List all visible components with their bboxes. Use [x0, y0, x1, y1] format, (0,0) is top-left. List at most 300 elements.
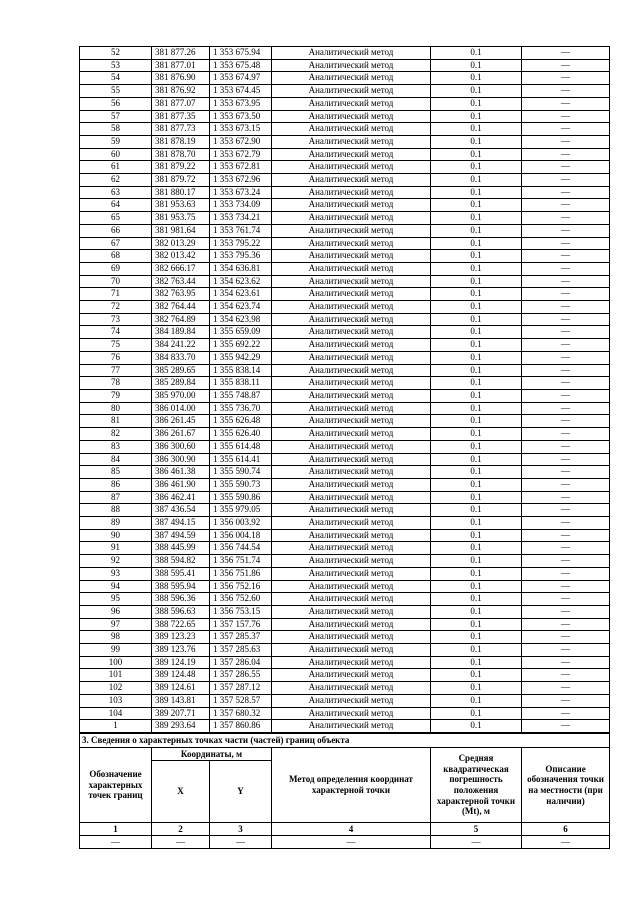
coord-x: 384 241.22: [152, 339, 210, 352]
coord-y: 1 355 659.09: [210, 326, 272, 339]
header-error: Средняя квадратическая погрешность положения характерной точки (Mt), м: [431, 747, 522, 822]
table-row: [80, 224, 610, 237]
point-number: 1: [80, 720, 152, 733]
coord-y: 1 353 672.90: [210, 135, 272, 148]
coord-x: 388 596.36: [152, 593, 210, 606]
coord-x: 386 261.45: [152, 415, 210, 428]
coord-x: 388 595.94: [152, 580, 210, 593]
error-value: 0.1: [431, 440, 522, 453]
point-number: 91: [80, 542, 152, 555]
coord-x: 388 595.41: [152, 567, 210, 580]
coord-y: 1 355 614.48: [210, 440, 272, 453]
table-row: [80, 453, 610, 466]
coord-y: 1 353 675.94: [210, 47, 272, 60]
table-row: [80, 618, 610, 631]
point-number: 96: [80, 605, 152, 618]
method: Аналитический метод: [272, 237, 431, 250]
coord-y: 1 356 744.54: [210, 542, 272, 555]
point-number: 101: [80, 669, 152, 682]
method: Аналитический метод: [272, 148, 431, 161]
coord-y: 1 356 751.74: [210, 555, 272, 568]
method: Аналитический метод: [272, 250, 431, 263]
error-value: 0.1: [431, 339, 522, 352]
error-value: 0.1: [431, 605, 522, 618]
coord-x: 386 461.90: [152, 478, 210, 491]
description: —: [522, 720, 610, 733]
method: Аналитический метод: [272, 72, 431, 85]
section-3-title: 3. Сведения о характерных точках части (частей) границ объекта: [80, 733, 610, 747]
coord-x: 385 289.65: [152, 364, 210, 377]
description: —: [522, 389, 610, 402]
error-value: 0.1: [431, 326, 522, 339]
coord-y: 1 353 734.09: [210, 199, 272, 212]
coord-y: 1 356 752.60: [210, 593, 272, 606]
method: Аналитический метод: [272, 529, 431, 542]
error-value: 0.1: [431, 402, 522, 415]
coord-y: 1 356 003.92: [210, 517, 272, 530]
coord-y: 1 353 675.48: [210, 59, 272, 72]
coord-x: 388 594.82: [152, 555, 210, 568]
coord-x: 381 879.22: [152, 161, 210, 174]
table-row: [80, 377, 610, 390]
method: Аналитический метод: [272, 555, 431, 568]
error-value: 0.1: [431, 275, 522, 288]
error-value: 0.1: [431, 250, 522, 263]
error-value: 0.1: [431, 644, 522, 657]
description: —: [522, 72, 610, 85]
coord-x: 389 124.61: [152, 682, 210, 695]
point-number: 72: [80, 301, 152, 314]
point-number: 92: [80, 555, 152, 568]
error-value: 0.1: [431, 504, 522, 517]
coord-x: 386 300.60: [152, 440, 210, 453]
coord-y: 1 357 286.55: [210, 669, 272, 682]
method: Аналитический метод: [272, 542, 431, 555]
coord-x: 389 143.81: [152, 694, 210, 707]
error-value: 0.1: [431, 237, 522, 250]
point-number: 100: [80, 656, 152, 669]
error-value: 0.1: [431, 593, 522, 606]
method: Аналитический метод: [272, 186, 431, 199]
description: —: [522, 631, 610, 644]
coord-x: 384 833.70: [152, 351, 210, 364]
coord-y: 1 354 623.98: [210, 313, 272, 326]
method: Аналитический метод: [272, 97, 431, 110]
error-value: 0.1: [431, 618, 522, 631]
coord-y: 1 353 795.22: [210, 237, 272, 250]
description: —: [522, 288, 610, 301]
coord-y: 1 355 626.48: [210, 415, 272, 428]
coord-x: 385 970.00: [152, 389, 210, 402]
method: Аналитический метод: [272, 618, 431, 631]
table-row: [80, 212, 610, 225]
coord-x: 381 953.63: [152, 199, 210, 212]
error-value: 0.1: [431, 72, 522, 85]
table-row: [80, 326, 610, 339]
description: —: [522, 466, 610, 479]
error-value: 0.1: [431, 669, 522, 682]
coord-x: 387 436.54: [152, 504, 210, 517]
table-row: [80, 682, 610, 695]
point-number: 103: [80, 694, 152, 707]
description: —: [522, 237, 610, 250]
coord-y: 1 353 761.74: [210, 224, 272, 237]
error-value: 0.1: [431, 148, 522, 161]
method: Аналитический метод: [272, 517, 431, 530]
method: Аналитический метод: [272, 326, 431, 339]
table-row: [80, 301, 610, 314]
description: —: [522, 148, 610, 161]
error-value: 0.1: [431, 478, 522, 491]
table-row: [80, 275, 610, 288]
table-row: [80, 428, 610, 441]
coord-y: 1 357 287.12: [210, 682, 272, 695]
table-row: [80, 529, 610, 542]
coord-x: 382 013.42: [152, 250, 210, 263]
table-row: [80, 97, 610, 110]
point-number: 95: [80, 593, 152, 606]
empty-cell: —: [272, 835, 431, 848]
table-row: [80, 555, 610, 568]
coord-y: 1 355 590.74: [210, 466, 272, 479]
document-page: [79, 46, 609, 849]
point-number: 70: [80, 275, 152, 288]
table-row: [80, 161, 610, 174]
error-value: 0.1: [431, 580, 522, 593]
coord-y: 1 354 623.62: [210, 275, 272, 288]
point-number: 65: [80, 212, 152, 225]
empty-cell: —: [80, 835, 152, 848]
coord-y: 1 357 285.37: [210, 631, 272, 644]
table-row: [80, 250, 610, 263]
description: —: [522, 301, 610, 314]
error-value: 0.1: [431, 428, 522, 441]
coord-x: 386 461.38: [152, 466, 210, 479]
coord-y: 1 353 674.97: [210, 72, 272, 85]
coord-x: 386 261.67: [152, 428, 210, 441]
method: Аналитический метод: [272, 212, 431, 225]
error-value: 0.1: [431, 224, 522, 237]
coord-y: 1 355 736.70: [210, 402, 272, 415]
description: —: [522, 618, 610, 631]
point-number: 61: [80, 161, 152, 174]
description: —: [522, 517, 610, 530]
table-row: [80, 288, 610, 301]
error-value: 0.1: [431, 529, 522, 542]
point-number: 102: [80, 682, 152, 695]
empty-cell: —: [152, 835, 210, 848]
point-number: 76: [80, 351, 152, 364]
error-value: 0.1: [431, 720, 522, 733]
table-row: [80, 542, 610, 555]
empty-cell: —: [522, 835, 610, 848]
method: Аналитический метод: [272, 707, 431, 720]
point-number: 85: [80, 466, 152, 479]
header-designation: Обозначение характерных точек границ: [80, 747, 152, 822]
coord-x: 386 462.41: [152, 491, 210, 504]
table-row: [80, 517, 610, 530]
coord-y: 1 353 672.96: [210, 174, 272, 187]
point-number: 58: [80, 123, 152, 136]
method: Аналитический метод: [272, 415, 431, 428]
method: Аналитический метод: [272, 605, 431, 618]
description: —: [522, 135, 610, 148]
description: —: [522, 351, 610, 364]
method: Аналитический метод: [272, 59, 431, 72]
coord-x: 381 877.73: [152, 123, 210, 136]
error-value: 0.1: [431, 555, 522, 568]
description: —: [522, 339, 610, 352]
table-row: [80, 478, 610, 491]
error-value: 0.1: [431, 567, 522, 580]
method: Аналитический метод: [272, 682, 431, 695]
method: Аналитический метод: [272, 110, 431, 123]
error-value: 0.1: [431, 656, 522, 669]
description: —: [522, 85, 610, 98]
error-value: 0.1: [431, 707, 522, 720]
column-number-4: 4: [272, 822, 431, 835]
table-row: [80, 135, 610, 148]
table-row: [80, 631, 610, 644]
coord-y: 1 355 590.73: [210, 478, 272, 491]
method: Аналитический метод: [272, 301, 431, 314]
description: —: [522, 428, 610, 441]
method: Аналитический метод: [272, 275, 431, 288]
method: Аналитический метод: [272, 491, 431, 504]
table-row: [80, 59, 610, 72]
point-number: 66: [80, 224, 152, 237]
method: Аналитический метод: [272, 47, 431, 60]
point-number: 94: [80, 580, 152, 593]
method: Аналитический метод: [272, 593, 431, 606]
coord-y: 1 355 614.41: [210, 453, 272, 466]
empty-cell: —: [210, 835, 272, 848]
point-number: 77: [80, 364, 152, 377]
table-row: [80, 440, 610, 453]
error-value: 0.1: [431, 212, 522, 225]
description: —: [522, 529, 610, 542]
table-row: [80, 491, 610, 504]
coord-x: 382 013.29: [152, 237, 210, 250]
description: —: [522, 364, 610, 377]
method: Аналитический метод: [272, 224, 431, 237]
coord-x: 389 124.48: [152, 669, 210, 682]
description: —: [522, 262, 610, 275]
description: —: [522, 682, 610, 695]
point-number: 63: [80, 186, 152, 199]
table-row: [80, 262, 610, 275]
point-number: 79: [80, 389, 152, 402]
error-value: 0.1: [431, 301, 522, 314]
point-number: 80: [80, 402, 152, 415]
table-row: [80, 580, 610, 593]
points-table-body: [80, 47, 610, 733]
description: —: [522, 644, 610, 657]
error-value: 0.1: [431, 694, 522, 707]
point-number: 73: [80, 313, 152, 326]
description: —: [522, 212, 610, 225]
points-table: [79, 46, 610, 733]
point-number: 93: [80, 567, 152, 580]
error-value: 0.1: [431, 377, 522, 390]
method: Аналитический метод: [272, 631, 431, 644]
error-value: 0.1: [431, 174, 522, 187]
table-row: [80, 644, 610, 657]
coord-x: 381 879.72: [152, 174, 210, 187]
coord-y: 1 356 751.86: [210, 567, 272, 580]
coord-y: 1 357 286.04: [210, 656, 272, 669]
column-number-6: 6: [522, 822, 610, 835]
description: —: [522, 47, 610, 60]
description: —: [522, 110, 610, 123]
coord-y: 1 355 838.14: [210, 364, 272, 377]
method: Аналитический метод: [272, 161, 431, 174]
table-row: [80, 85, 610, 98]
error-value: 0.1: [431, 631, 522, 644]
method: Аналитический метод: [272, 428, 431, 441]
description: —: [522, 707, 610, 720]
table-row: [80, 199, 610, 212]
coord-x: 382 763.44: [152, 275, 210, 288]
table-row: [80, 364, 610, 377]
error-value: 0.1: [431, 288, 522, 301]
method: Аналитический метод: [272, 288, 431, 301]
method: Аналитический метод: [272, 504, 431, 517]
error-value: 0.1: [431, 262, 522, 275]
table-row: [80, 593, 610, 606]
error-value: 0.1: [431, 123, 522, 136]
coord-x: 389 123.76: [152, 644, 210, 657]
error-value: 0.1: [431, 186, 522, 199]
description: —: [522, 250, 610, 263]
method: Аналитический метод: [272, 199, 431, 212]
point-number: 83: [80, 440, 152, 453]
description: —: [522, 224, 610, 237]
section-3-table: [79, 733, 610, 849]
description: —: [522, 326, 610, 339]
coord-x: 382 764.89: [152, 313, 210, 326]
point-number: 68: [80, 250, 152, 263]
point-number: 84: [80, 453, 152, 466]
coord-x: 387 494.15: [152, 517, 210, 530]
point-number: 86: [80, 478, 152, 491]
description: —: [522, 542, 610, 555]
header-coordinates: Координаты, м: [152, 747, 272, 760]
description: —: [522, 313, 610, 326]
point-number: 53: [80, 59, 152, 72]
coord-x: 388 445.99: [152, 542, 210, 555]
description: —: [522, 453, 610, 466]
coord-x: 381 876.90: [152, 72, 210, 85]
point-number: 81: [80, 415, 152, 428]
description: —: [522, 694, 610, 707]
coord-x: 386 300.90: [152, 453, 210, 466]
description: —: [522, 186, 610, 199]
method: Аналитический метод: [272, 466, 431, 479]
description: —: [522, 174, 610, 187]
table-row: [80, 389, 610, 402]
error-value: 0.1: [431, 364, 522, 377]
error-value: 0.1: [431, 415, 522, 428]
description: —: [522, 440, 610, 453]
error-value: 0.1: [431, 110, 522, 123]
coord-x: 386 014.00: [152, 402, 210, 415]
coord-y: 1 353 674.45: [210, 85, 272, 98]
method: Аналитический метод: [272, 580, 431, 593]
table-row: [80, 567, 610, 580]
coord-y: 1 353 673.50: [210, 110, 272, 123]
point-number: 62: [80, 174, 152, 187]
coord-y: 1 357 860.86: [210, 720, 272, 733]
table-row: [80, 313, 610, 326]
point-number: 60: [80, 148, 152, 161]
description: —: [522, 59, 610, 72]
method: Аналитический метод: [272, 669, 431, 682]
method: Аналитический метод: [272, 402, 431, 415]
coord-y: 1 357 528.57: [210, 694, 272, 707]
coord-y: 1 353 673.24: [210, 186, 272, 199]
table-row: [80, 694, 610, 707]
method: Аналитический метод: [272, 440, 431, 453]
coord-x: 385 289.84: [152, 377, 210, 390]
description: —: [522, 605, 610, 618]
description: —: [522, 491, 610, 504]
description: —: [522, 580, 610, 593]
error-value: 0.1: [431, 47, 522, 60]
point-number: 59: [80, 135, 152, 148]
description: —: [522, 555, 610, 568]
error-value: 0.1: [431, 491, 522, 504]
column-number-3: 3: [210, 822, 272, 835]
column-number-1: 1: [80, 822, 152, 835]
coord-y: 1 353 795.36: [210, 250, 272, 263]
table-row: [80, 466, 610, 479]
table-row: [80, 237, 610, 250]
description: —: [522, 478, 610, 491]
point-number: 87: [80, 491, 152, 504]
point-number: 56: [80, 97, 152, 110]
error-value: 0.1: [431, 466, 522, 479]
coord-y: 1 354 636.81: [210, 262, 272, 275]
coord-y: 1 353 672.81: [210, 161, 272, 174]
method: Аналитический метод: [272, 567, 431, 580]
point-number: 98: [80, 631, 152, 644]
table-row: [80, 656, 610, 669]
table-row: [80, 605, 610, 618]
method: Аналитический метод: [272, 351, 431, 364]
table-row: [80, 72, 610, 85]
point-number: 99: [80, 644, 152, 657]
point-number: 52: [80, 47, 152, 60]
method: Аналитический метод: [272, 377, 431, 390]
method: Аналитический метод: [272, 135, 431, 148]
coord-y: 1 355 626.40: [210, 428, 272, 441]
coord-y: 1 353 672.79: [210, 148, 272, 161]
header-y: Y: [210, 761, 272, 823]
point-number: 88: [80, 504, 152, 517]
method: Аналитический метод: [272, 85, 431, 98]
point-number: 90: [80, 529, 152, 542]
description: —: [522, 504, 610, 517]
error-value: 0.1: [431, 59, 522, 72]
error-value: 0.1: [431, 351, 522, 364]
description: —: [522, 402, 610, 415]
coord-x: 382 666.17: [152, 262, 210, 275]
description: —: [522, 199, 610, 212]
coord-y: 1 355 748.87: [210, 389, 272, 402]
coord-x: 381 876.92: [152, 85, 210, 98]
error-value: 0.1: [431, 542, 522, 555]
